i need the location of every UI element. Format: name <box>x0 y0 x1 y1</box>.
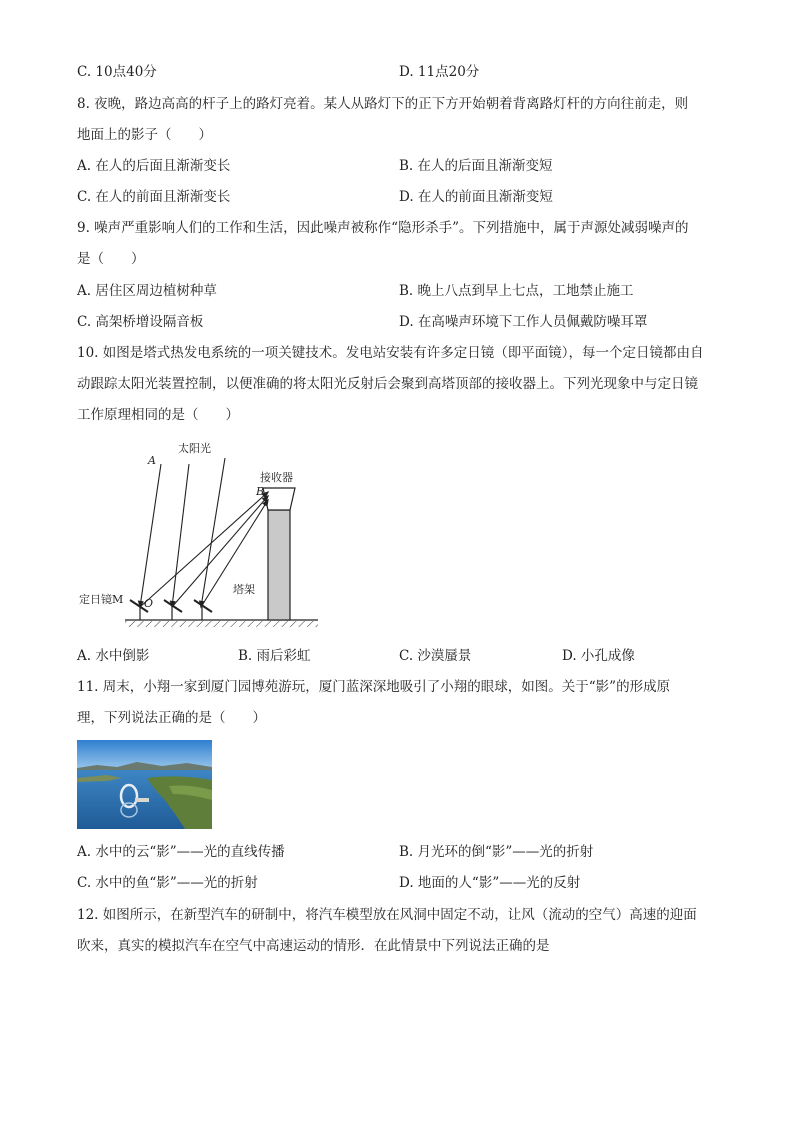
q11-option-b: B. 月光环的倒“影”——光的折射 <box>399 844 594 860</box>
q8-stem-line1: 8. 夜晚，路边高高的杆子上的路灯亮着。某人从路灯下的正下方开始朝着背离路灯杆的方向往前走，则 <box>77 96 689 112</box>
label-mirror: 定日镜M <box>79 593 124 606</box>
q9-stem-line2: 是（ ） <box>77 251 145 267</box>
q8-option-a: A. 在人的后面且渐渐变长 <box>77 158 231 174</box>
label-b: B <box>256 485 265 498</box>
q7-option-c: C. 10点40分 <box>77 64 157 80</box>
q11-option-d: D. 地面的人“影”——光的反射 <box>399 875 581 891</box>
label-sunlight: 太阳光 <box>178 442 211 455</box>
q8-option-c: C. 在人的前面且渐渐变长 <box>77 189 231 205</box>
q10-stem-line2: 动跟踪太阳光装置控制，以便准确的将太阳光反射后会聚到高塔顶部的接收器上。下列光现象中与定日镜 <box>77 376 698 392</box>
q12-stem-line1: 12. 如图所示，在新型汽车的研制中，将汽车模型放在风洞中固定不动，让风（流动的空气）高速的迎面 <box>77 907 697 923</box>
q9-option-c: C. 高架桥增设隔音板 <box>77 314 204 330</box>
q8-option-d: D. 在人的前面且渐渐变短 <box>399 189 553 205</box>
q10-option-c: C. 沙漠蜃景 <box>399 648 472 664</box>
q8-option-b: B. 在人的后面且渐渐变短 <box>399 158 553 174</box>
q11-option-c: C. 水中的鱼“影”——光的折射 <box>77 875 258 891</box>
label-receiver: 接收器 <box>260 471 293 484</box>
q11-stem-line1: 11. 周末，小翔一家到厦门园博苑游玩，厦门蓝深深地吸引了小翔的眼球，如图。关于“影”的形成原 <box>77 679 671 695</box>
label-o: O <box>144 597 154 610</box>
q11-option-a: A. 水中的云“影”——光的直线传播 <box>77 844 285 860</box>
label-tower: 塔架 <box>233 583 255 596</box>
q12-stem-line2: 吹来，真实的模拟汽车在空气中高速运动的情形．在此情景中下列说法正确的是 <box>77 938 550 954</box>
q7-option-d: D. 11点20分 <box>399 64 480 80</box>
label-a: A <box>148 454 156 467</box>
q10-stem-line3: 工作原理相同的是（ ） <box>77 407 239 423</box>
q10-option-a: A. 水中倒影 <box>77 648 150 664</box>
park-lake-photo <box>77 740 212 829</box>
q9-stem-line1: 9. 噪声严重影响人们的工作和生活，因此噪声被称作“隐形杀手”。下列措施中，属于声源处减弱噪声的 <box>77 220 689 236</box>
q9-option-b: B. 晚上八点到早上七点，工地禁止施工 <box>399 283 634 299</box>
q9-option-a: A. 居住区周边植树种草 <box>77 283 217 299</box>
solar-tower-diagram <box>78 440 328 630</box>
q8-stem-line2: 地面上的影子（ ） <box>77 127 212 143</box>
q11-stem-line2: 理，下列说法正确的是（ ） <box>77 710 266 726</box>
q10-stem-line1: 10. 如图是塔式热发电系统的一项关键技术。发电站安装有许多定日镜（即平面镜），每一个定日镜都由自 <box>77 345 704 361</box>
q9-option-d: D. 在高噪声环境下工作人员佩戴防噪耳罩 <box>399 314 648 330</box>
q10-option-b: B. 雨后彩虹 <box>238 648 311 664</box>
q10-option-d: D. 小孔成像 <box>562 648 635 664</box>
